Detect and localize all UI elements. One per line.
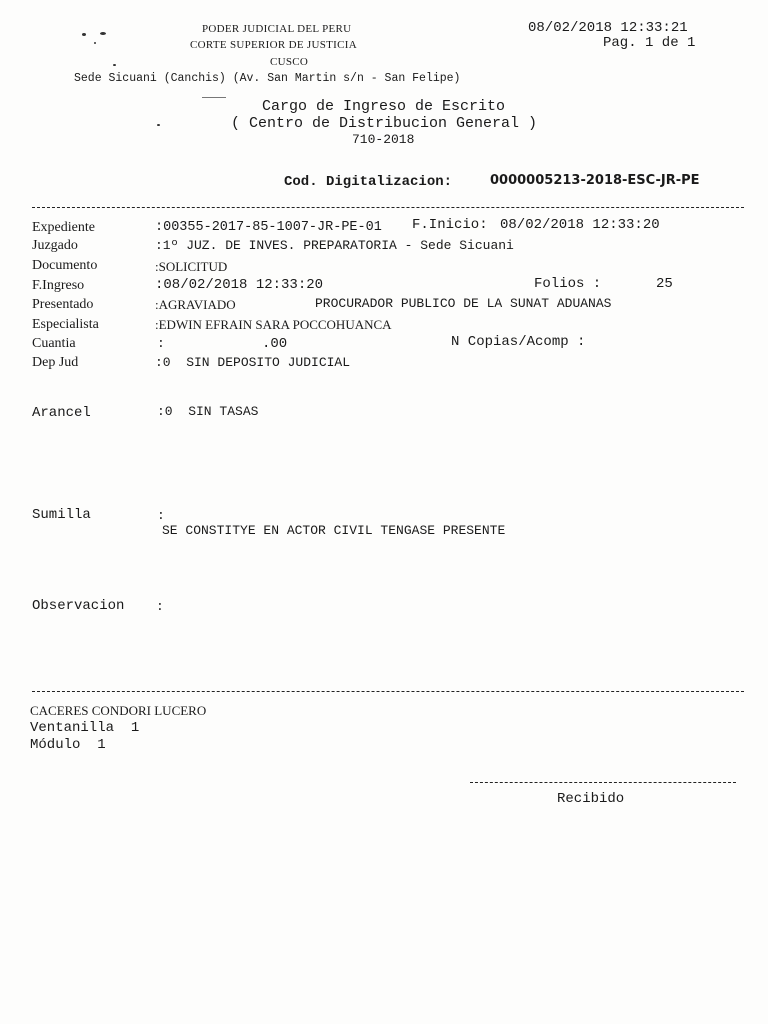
scan-speck (157, 124, 160, 126)
cuantia-label: Cuantia (32, 336, 76, 351)
court-city: CUSCO (270, 56, 309, 68)
documento-label: Documento (32, 258, 98, 273)
expediente-value: :00355-2017-85-1007-JR-PE-01 (155, 220, 382, 235)
especialista-value: :EDWIN EFRAIN SARA POCCOHUANCA (155, 317, 392, 332)
folios-value: 25 (656, 276, 673, 292)
juzgado-value: :1º JUZ. DE INVES. PREPARATORIA - Sede Sicuani (155, 238, 514, 253)
fecha-inicio-value: 08/02/2018 12:33:20 (500, 217, 660, 233)
juzgado-label: Juzgado (32, 238, 78, 253)
presentado-name: PROCURADOR PUBLICO DE LA SUNAT ADUANAS (315, 296, 612, 311)
document-subtitle: ( Centro de Distribucion General ) (231, 115, 538, 132)
cuantia-colon: : (157, 336, 165, 351)
fecha-ingreso-value: :08/02/2018 12:33:20 (155, 277, 324, 293)
digitalization-label: Cod. Digitalizacion: (284, 174, 453, 190)
institution-name: PODER JUDICIAL DEL PERU (202, 23, 352, 35)
scan-speck (82, 33, 86, 36)
presentado-label: Presentado (32, 297, 94, 312)
especialista-label: Especialista (32, 317, 99, 332)
copias-label: N Copias/Acomp : (451, 334, 586, 350)
top-divider (32, 207, 744, 208)
cuantia-value: .00 (262, 336, 288, 352)
digitalization-code: 0000005213-2018-ESC-JR-PE (490, 173, 700, 188)
expediente-label: Expediente (32, 220, 95, 235)
scan-speck (202, 97, 226, 98)
observacion-colon: : (156, 599, 164, 614)
court-seat: Sede Sicuani (Canchis) (Av. San Martin s/n - San Felipe) (74, 72, 461, 85)
fecha-ingreso-label: F.Ingreso (32, 278, 85, 293)
received-label: Recibido (557, 791, 625, 807)
folios-label: Folios : (534, 276, 602, 292)
presentado-role: :AGRAVIADO (155, 297, 236, 312)
arancel-value: :0 SIN TASAS (157, 404, 259, 419)
court-name: CORTE SUPERIOR DE JUSTICIA (190, 39, 357, 51)
sumilla-colon: : (157, 508, 165, 523)
scan-speck (100, 32, 106, 35)
scan-speck (113, 64, 116, 66)
fecha-inicio-label: F.Inicio: (412, 217, 488, 233)
bottom-divider (32, 691, 744, 692)
service-module: Módulo 1 (30, 737, 106, 753)
service-window: Ventanilla 1 (30, 720, 140, 736)
deposito-judicial-value: :0 SIN DEPOSITO JUDICIAL (155, 355, 351, 370)
document-title: Cargo de Ingreso de Escrito (262, 98, 506, 115)
scan-speck (94, 42, 96, 44)
signature-line (470, 782, 736, 783)
arancel-label: Arancel (32, 405, 91, 421)
deposito-judicial-label: Dep Jud (32, 355, 79, 370)
clerk-name: CACERES CONDORI LUCERO (30, 703, 207, 718)
sumilla-value: SE CONSTITYE EN ACTOR CIVIL TENGASE PRESENTE (162, 523, 506, 538)
documento-value: :SOLICITUD (155, 259, 228, 274)
print-datetime: 08/02/2018 12:33:21 (528, 20, 688, 36)
page-number: Pag. 1 de 1 (603, 35, 696, 51)
observacion-label: Observacion (32, 598, 125, 614)
sumilla-label: Sumilla (32, 507, 91, 523)
document-number: 710-2018 (352, 132, 415, 147)
